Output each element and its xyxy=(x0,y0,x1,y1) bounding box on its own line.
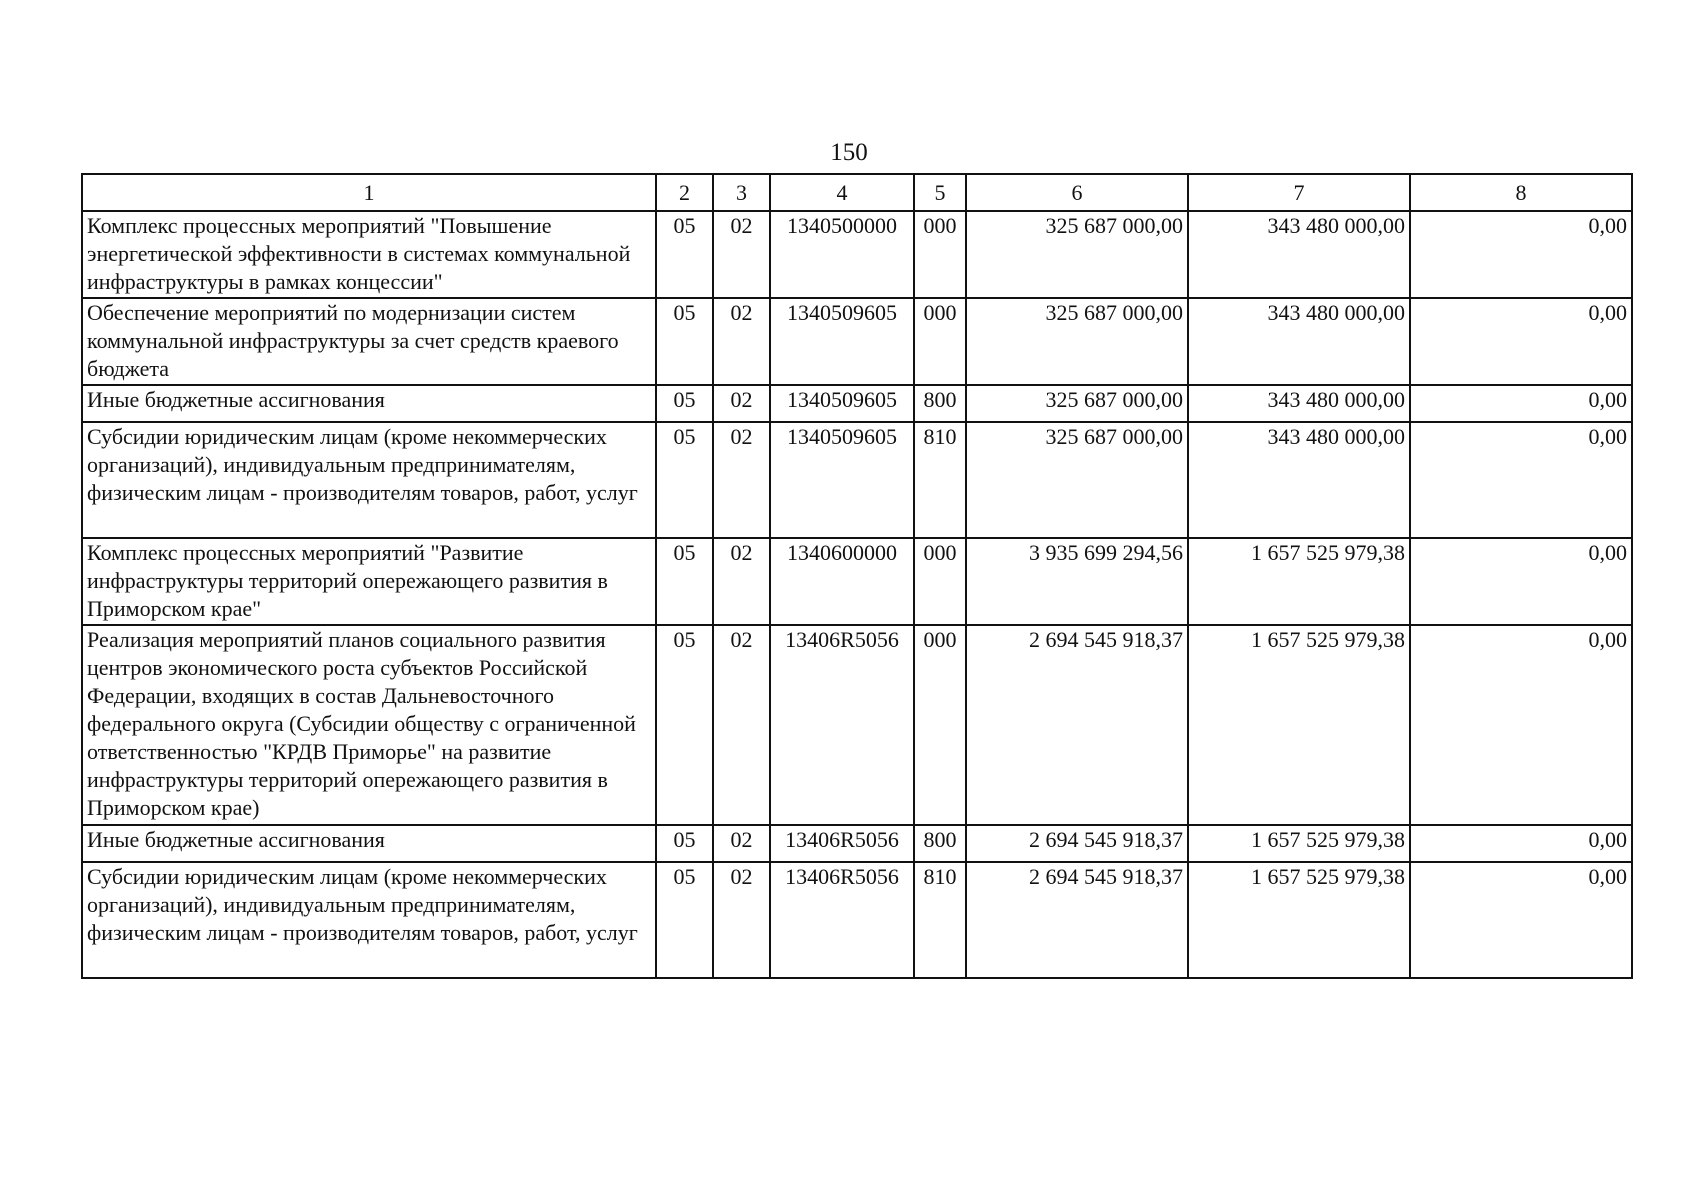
amount-col7: 1 657 525 979,38 xyxy=(1188,538,1410,625)
table-row xyxy=(82,862,1632,978)
amount-col7: 1 657 525 979,38 xyxy=(1188,862,1410,978)
header-cell: 1 xyxy=(82,174,656,211)
header-cell: 3 xyxy=(713,174,770,211)
amount-col6: 325 687 000,00 xyxy=(966,298,1188,385)
section-code: 05 xyxy=(656,825,713,862)
amount-col8: 0,00 xyxy=(1410,825,1632,862)
subsection-code: 02 xyxy=(713,538,770,625)
section-code: 05 xyxy=(656,211,713,298)
target-article-code: 13406R5056 xyxy=(770,862,914,978)
table-row xyxy=(82,211,1632,298)
header-cell: 8 xyxy=(1410,174,1632,211)
amount-col7: 343 480 000,00 xyxy=(1188,385,1410,422)
header-cell: 6 xyxy=(966,174,1188,211)
expense-type-code: 810 xyxy=(914,422,966,538)
table-row xyxy=(82,538,1632,625)
expense-type-code: 810 xyxy=(914,862,966,978)
budget-table xyxy=(81,173,1633,979)
section-code: 05 xyxy=(656,298,713,385)
amount-col8: 0,00 xyxy=(1410,862,1632,978)
expense-type-code: 000 xyxy=(914,211,966,298)
target-article-code: 1340600000 xyxy=(770,538,914,625)
target-article-code: 1340509605 xyxy=(770,422,914,538)
amount-col6: 325 687 000,00 xyxy=(966,422,1188,538)
row-name: Комплекс процессных мероприятий "Повышение энергетической эффективности в системах коммунальной инфраструктуры в рамках концессии" xyxy=(82,211,656,298)
header-cell: 2 xyxy=(656,174,713,211)
table-row xyxy=(82,298,1632,385)
amount-col8: 0,00 xyxy=(1410,211,1632,298)
amount-col8: 0,00 xyxy=(1410,298,1632,385)
table-row xyxy=(82,825,1632,862)
row-name: Комплекс процессных мероприятий "Развитие инфраструктуры территорий опережающего развития в Приморском крае" xyxy=(82,538,656,625)
subsection-code: 02 xyxy=(713,298,770,385)
subsection-code: 02 xyxy=(713,825,770,862)
amount-col6: 2 694 545 918,37 xyxy=(966,625,1188,825)
table-row xyxy=(82,385,1632,422)
expense-type-code: 000 xyxy=(914,538,966,625)
subsection-code: 02 xyxy=(713,862,770,978)
section-code: 05 xyxy=(656,538,713,625)
target-article-code: 13406R5056 xyxy=(770,625,914,825)
row-name: Иные бюджетные ассигнования xyxy=(82,825,656,862)
header-row xyxy=(82,174,1632,211)
expense-type-code: 800 xyxy=(914,385,966,422)
amount-col7: 343 480 000,00 xyxy=(1188,211,1410,298)
amount-col7: 343 480 000,00 xyxy=(1188,298,1410,385)
target-article-code: 13406R5056 xyxy=(770,825,914,862)
amount-col6: 325 687 000,00 xyxy=(966,211,1188,298)
amount-col7: 1 657 525 979,38 xyxy=(1188,625,1410,825)
row-name: Реализация мероприятий планов социального развития центров экономического роста субъектов Российской Федерации, входящих в состав Дальневосточного федерального округа (Субсидии обществу с ограниченной ответственностью "КРДВ Приморье" на развитие инфраструктуры территорий опережающего развития в Приморском крае) xyxy=(82,625,656,825)
target-article-code: 1340509605 xyxy=(770,385,914,422)
amount-col8: 0,00 xyxy=(1410,385,1632,422)
amount-col8: 0,00 xyxy=(1410,538,1632,625)
section-code: 05 xyxy=(656,862,713,978)
header-cell: 4 xyxy=(770,174,914,211)
target-article-code: 1340500000 xyxy=(770,211,914,298)
amount-col7: 1 657 525 979,38 xyxy=(1188,825,1410,862)
amount-col6: 2 694 545 918,37 xyxy=(966,825,1188,862)
subsection-code: 02 xyxy=(713,211,770,298)
row-name: Субсидии юридическим лицам (кроме некоммерческих организаций), индивидуальным предпринимателям, физическим лицам - производителям товаров, работ, услуг xyxy=(82,422,656,538)
table-row xyxy=(82,625,1632,825)
table-row xyxy=(82,422,1632,538)
section-code: 05 xyxy=(656,385,713,422)
amount-col8: 0,00 xyxy=(1410,625,1632,825)
row-name: Обеспечение мероприятий по модернизации систем коммунальной инфраструктуры за счет средств краевого бюджета xyxy=(82,298,656,385)
section-code: 05 xyxy=(656,625,713,825)
header-cell: 5 xyxy=(914,174,966,211)
expense-type-code: 000 xyxy=(914,298,966,385)
header-cell: 7 xyxy=(1188,174,1410,211)
page-number: 150 xyxy=(830,139,868,166)
subsection-code: 02 xyxy=(713,422,770,538)
amount-col6: 3 935 699 294,56 xyxy=(966,538,1188,625)
amount-col8: 0,00 xyxy=(1410,422,1632,538)
subsection-code: 02 xyxy=(713,625,770,825)
amount-col6: 325 687 000,00 xyxy=(966,385,1188,422)
row-name: Субсидии юридическим лицам (кроме некоммерческих организаций), индивидуальным предпринимателям, физическим лицам - производителям товаров, работ, услуг xyxy=(82,862,656,978)
target-article-code: 1340509605 xyxy=(770,298,914,385)
section-code: 05 xyxy=(656,422,713,538)
expense-type-code: 000 xyxy=(914,625,966,825)
amount-col6: 2 694 545 918,37 xyxy=(966,862,1188,978)
subsection-code: 02 xyxy=(713,385,770,422)
expense-type-code: 800 xyxy=(914,825,966,862)
amount-col7: 343 480 000,00 xyxy=(1188,422,1410,538)
row-name: Иные бюджетные ассигнования xyxy=(82,385,656,422)
